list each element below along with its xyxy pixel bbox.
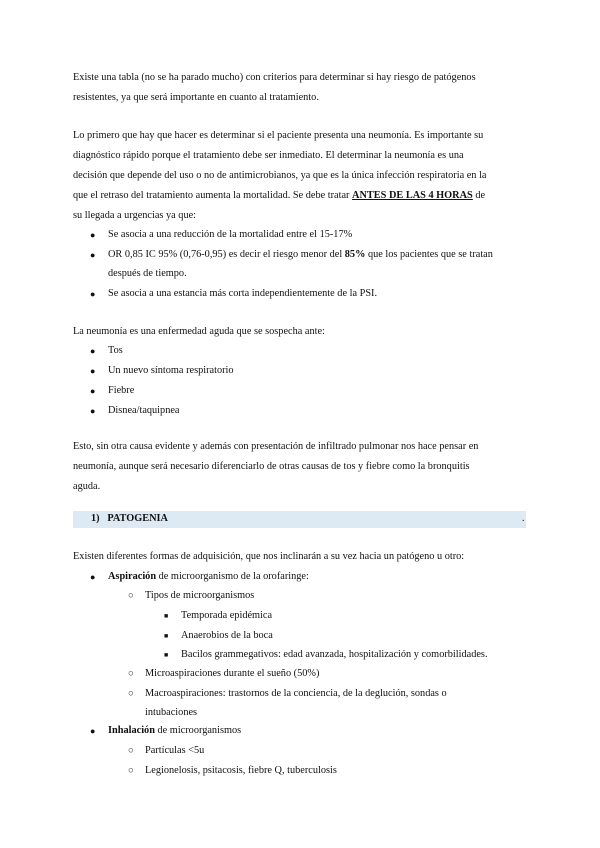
section-heading [91,510,168,528]
square-bullet: ■ [164,651,169,659]
bullet: ● [90,726,96,736]
circle-bullet: ○ [128,689,134,699]
outline-a-bold: Aspiración [108,571,157,582]
list1-item2-pre: OR 0,85 IC 95% (0,76-0,95) es decir el riesgo menor del [108,249,345,260]
p4-line3: aguda. [73,481,101,492]
list2-item: Un nuevo síntoma respiratorio [108,365,234,376]
outline-a3-line2: intubaciones [145,707,198,718]
outline-b-rest: de microorganismos [154,725,242,736]
p2-line4-pre: que el retraso del tratamiento aumenta la mortalidad. Se debe tratar [73,190,353,201]
outline-a-rest: de microorganismo de la orofaringe: [156,571,309,582]
bullet: ● [90,346,96,356]
list2-item: Tos [108,345,123,356]
bullet: ● [90,572,96,582]
bullet: ● [90,366,96,376]
p2-line4-post: de [472,190,486,201]
p4-line2: neumonía, aunque será necesario diferenciarlo de otras causas de tos y fiebre como la bronquitis [73,461,470,472]
list1-item2-line2: después de tiempo. [108,268,187,279]
list1-item1: Se asocia a una reducción de la mortalidad entre el 15-17% [108,229,353,240]
p3-text: La neumonía es una enfermedad aguda que se sospecha ante: [73,326,325,337]
circle-bullet: ○ [128,669,134,679]
outline-a1-ii: Anaerobios de la boca [181,630,273,641]
outline-a [108,567,309,587]
p1-line1: Existe una tabla (no se ha parado mucho) con criterios para determinar si hay riesgo de patógenos [73,72,476,83]
square-bullet: ■ [164,612,169,620]
p2-line3: decisión que depende del uso o no de antimicrobianos, ya que es la única infección respiratoria en la [73,170,487,181]
outline-a3-line1: Macroaspiraciones: trastornos de la conciencia, de la deglución, sondas o [145,688,447,699]
outline-a1-iii: Bacilos grammegativos: edad avanzada, hospitalización y comorbilidades. [181,649,488,660]
list1-item2-line1 [108,245,493,265]
p2-line1: Lo primero que hay que hacer es determinar si el paciente presenta una neumonía. Es importante su [73,130,484,141]
bullet: ● [90,406,96,416]
list2-item: Disnea/taquipnea [108,405,180,416]
outline-b1: Partículas <5u [145,745,205,756]
list1-item3: Se asocia a una estancia más corta independientemente de la PSI. [108,288,378,299]
outline-b [108,721,241,741]
section-number: 1) [91,513,100,524]
p2-line2: diagnóstico rápido porque el tratamiento debe ser inmediato. El determinar la neumonía es una [73,150,464,161]
circle-bullet: ○ [128,766,134,776]
section-trailing-dot: . [522,513,525,524]
p1-line2: resistentes, ya que será importante en cuanto al tratamiento. [73,92,319,103]
outline-a1: Tipos de microorganismos [145,590,255,601]
outline-b2: Legionelosis, psitacosis, fiebre Q, tuberculosis [145,765,337,776]
bullet: ● [90,250,96,260]
square-bullet: ■ [164,632,169,640]
outline-a2: Microaspiraciones durante el sueño (50%) [145,668,320,679]
outline-b-bold: Inhalación [108,725,155,736]
p5-text: Existen diferentes formas de adquisición, que nos inclinarán a su vez hacia un patógeno u otro: [73,551,465,562]
circle-bullet: ○ [128,746,134,756]
p2-line4 [73,186,485,206]
p2-line5: su llegada a urgencias ya que: [73,210,197,221]
list1-item2-post: que los pacientes que se tratan [365,249,493,260]
list1-item2-bold: 85% [344,249,366,260]
section-title: PATOGENIA [107,513,168,524]
bullet: ● [90,386,96,396]
bullet: ● [90,289,96,299]
p4-line1: Esto, sin otra causa evidente y además con presentación de infiltrado pulmonar nos hace pensar en [73,441,479,452]
bullet: ● [90,230,96,240]
circle-bullet: ○ [128,591,134,601]
outline-a1-i: Temporada epidémica [181,610,273,621]
list2-item: Fiebre [108,385,135,396]
p2-emphasis: ANTES DE LAS 4 HORAS [352,190,473,201]
